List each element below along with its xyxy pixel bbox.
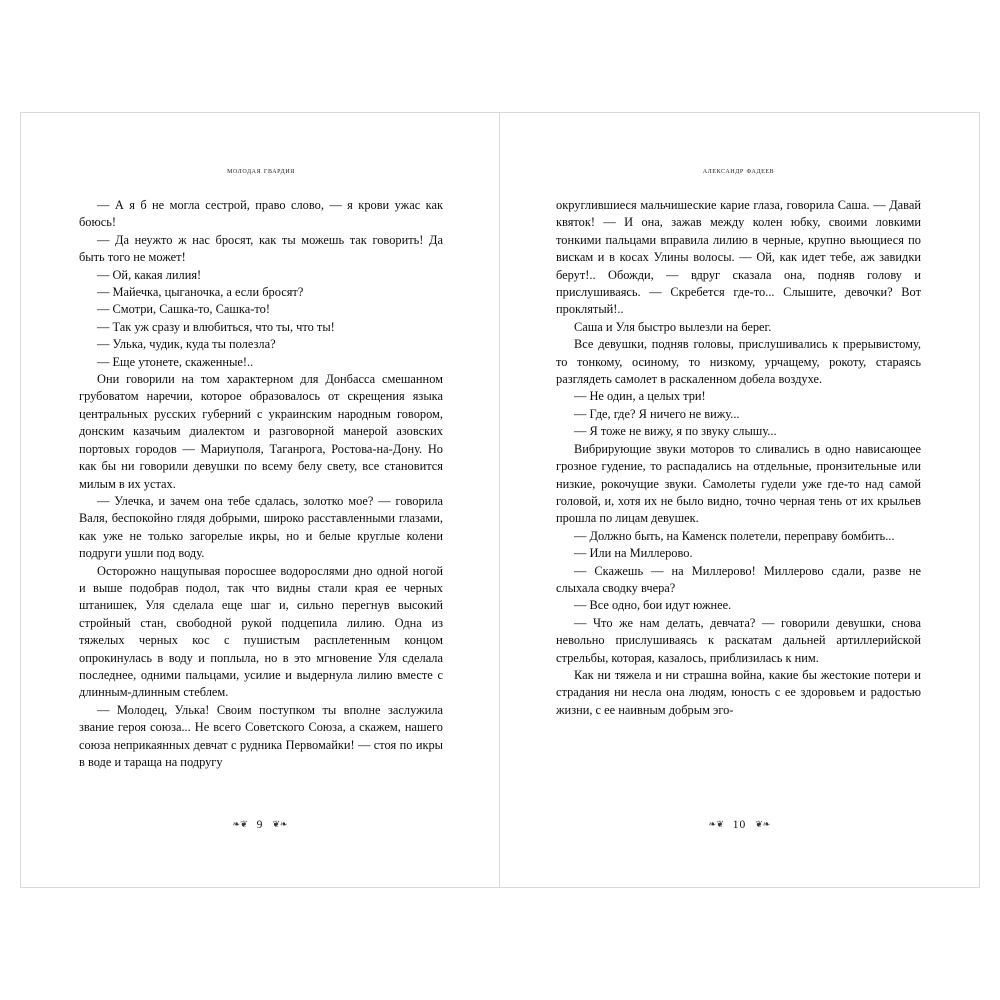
book-spread xyxy=(20,112,980,888)
paragraph: — Где, где? Я ничего не вижу... xyxy=(574,406,740,421)
paragraph: — Улька, чудик, куда ты полезла? xyxy=(97,337,276,352)
paragraph: — Еще утонете, скаженные!.. xyxy=(97,354,254,369)
paragraph: — Или на Миллерово. xyxy=(574,546,693,561)
paragraph: — Да неужто ж нас бросят, как ты можешь так говорить! Да быть того не может! xyxy=(79,232,443,265)
ornament-left-icon: ❧❦ xyxy=(232,819,248,829)
ornament-right-icon: ❦❧ xyxy=(272,819,288,829)
page-right xyxy=(500,113,979,887)
paragraph: — Так уж сразу и влюбиться, что ты, что ты! xyxy=(97,319,335,334)
paragraph: — Все одно, бои идут южнее. xyxy=(574,598,732,613)
paragraph: — Молодец, Улька! Своим поступком ты вполне заслужила звание героя союза... Не всего Советского Союза, а скажем, нашего союза неприкаянных девчат с рудника Первомайки! — стоя по икры в воде и тараща на подругу xyxy=(79,702,443,769)
paragraph: — Скажешь — на Миллерово! Миллерово сдали, разве не слыхала сводку вчера? xyxy=(556,563,921,595)
folio-left xyxy=(21,819,499,831)
ornament-left-icon: ❧❦ xyxy=(708,819,724,829)
page-right-body xyxy=(556,197,921,719)
paragraph: Они говорили на том характерном для Донбасса смешанном грубоватом наречии, которое образовалось от скрещения языка центральных русских губерний с украинским народным говором, донским казачьим диалектом и разговорной манерой азовских портовых городов — Мариуполя, Таганрога, Ростова-на-Дону. Но как бы ни говорили девушки по всему белу свету, все становится милым в их устах. xyxy=(79,372,443,491)
page-left xyxy=(21,113,500,887)
paragraph: Вибрирующие звуки моторов то сливались в одно нависающее грозное гудение, то распадались на отдельные, пронзительные или низкие, рокочущие звуки. Самолеты гудели уже где-то над самой головой, и, хотя их не было видно, точно черная тень от их крыльев прошла по лицам девушек. xyxy=(556,441,921,526)
paragraph: — Смотри, Сашка-то, Сашка-то! xyxy=(97,302,270,317)
running-head-left: молодая гвардия xyxy=(227,165,295,175)
page-number: 10 xyxy=(732,819,747,831)
paragraph: — Я тоже не вижу, я по звуку слышу... xyxy=(574,424,777,439)
paragraph: округлившиеся мальчишеские карие глаза, говорила Саша. — Давай квяток! — И она, зажав между колен юбку, своими ловкими тонкими пальцами вправила лилию в черные, крупно вьющиеся по вискам и в косах Улины волосы. — Ой, как идет тебе, аж завидки берут!.. Обожди, — вдруг сказала она, подняв голову и прислушиваясь. — Скребется где-то... Слышите, девочки? Вот проклятый!.. xyxy=(556,198,921,317)
paragraph: Саша и Уля быстро вылезли на берег. xyxy=(574,319,772,334)
ornament-right-icon: ❦❧ xyxy=(755,819,771,829)
paragraph: — Майечка, цыганочка, а если бросят? xyxy=(97,285,304,300)
paragraph: — Улечка, и зачем она тебе сдалась, золотко мое? — говорила Валя, беспокойно глядя добрыми, широко расставленными глазами, как уже не только загорелые икры, но и белые круглые колени подруги ушли под воду. xyxy=(79,493,443,561)
paragraph: Все девушки, подняв головы, прислушивались к прерывистому, то тонкому, осиному, то низкому, урчащему, рокоту, стараясь разглядеть самолет в раскаленном добела воздухе. xyxy=(556,337,921,387)
paragraph: — Что же нам делать, девчата? — говорили девушки, снова невольно прислушиваясь к раскатам дальней артиллерийской стрельбы, которая, казалось, приблизилась к ним. xyxy=(556,615,921,665)
running-head-right: александр фадеев xyxy=(702,165,775,175)
page-left-body xyxy=(79,197,443,771)
paragraph: — А я б не могла сестрой, право слово, — я крови ужас как боюсь! xyxy=(79,198,443,230)
paragraph: — Должно быть, на Каменск полетели, переправу бомбить... xyxy=(574,528,895,543)
paragraph: Осторожно нащупывая поросшее водорослями дно одной ногой и выше подобрав подол, так что видны стали края ее черных штанишек, Уля сделала еще шаг и, сильно перегнув высокий стройный стан, свободной рукой подцепила лилию. Одна из тяжелых черных кос с пушистым расплетенным концом опрокинулась в воду и поплыла, но в это мгновение Уля сделала последнее, одними пальцами, усилие и выдернула лилию вместе с длинным-длинным стеблем. xyxy=(79,563,443,700)
paragraph: — Не один, а целых три! xyxy=(574,389,706,404)
folio-right xyxy=(500,819,979,831)
paragraph: Как ни тяжела и ни страшна война, какие бы жестокие потери и страдания ни несла она людям, юность с ее здоровьем и радостью жизни, с ее наивным добрым эго- xyxy=(556,667,921,717)
page-number: 9 xyxy=(256,819,264,831)
paragraph: — Ой, какая лилия! xyxy=(97,267,202,282)
